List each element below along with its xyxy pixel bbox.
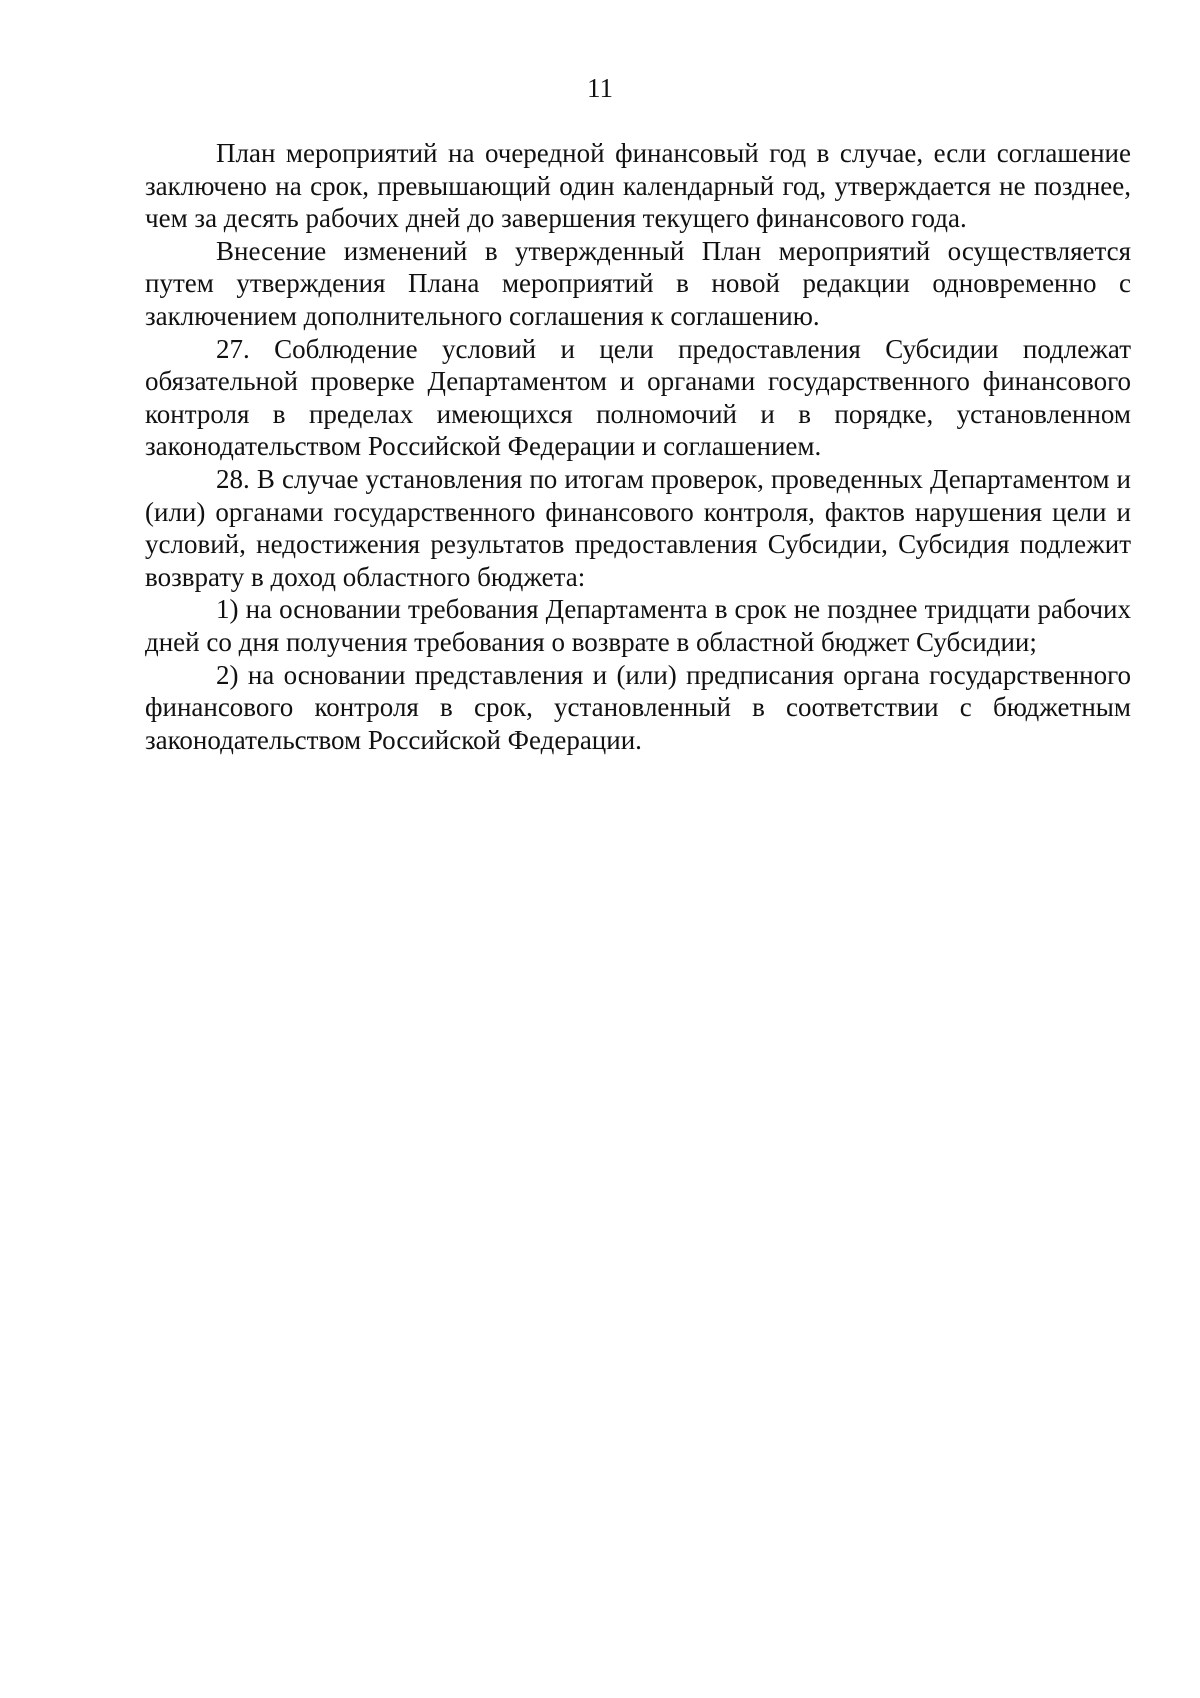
document-body [145, 137, 1131, 756]
paragraph-28-subsidy-return: 28. В случае установления по итогам проверок, проведенных Департаментом и (или) органами государственного финансового контроля, фактов нарушения цели и условий, недостижения результатов предоставления Субсидии, Субсидия подлежит возврату в доход областного бюджета: [145, 463, 1131, 592]
page-number: 11 [587, 73, 613, 103]
paragraph-28-item-1: 1) на основании требования Департамента в срок не позднее тридцати рабочих дней со дня получения требования о возврате в областной бюджет Субсидии; [145, 594, 1131, 657]
paragraph-28-item-2: 2) на основании представления и (или) предписания органа государственного финансового контроля в срок, установленный в соответствии с бюджетным законодательством Российской Федерации. [145, 659, 1131, 755]
paragraph-27-compliance-check: 27. Соблюдение условий и цели предоставления Субсидии подлежат обязательной проверке Департаментом и органами государственного финансового контроля в пределах имеющихся полномочий и в порядке, установленном законодательством Российской Федерации и соглашением. [145, 333, 1131, 462]
paragraph-plan-approval: План мероприятий на очередной финансовый год в случае, если соглашение заключено на срок, превышающий один календарный год, утверждается не позднее, чем за десять рабочих дней до завершения текущего финансового года. [145, 138, 1131, 234]
paragraph-plan-changes: Внесение изменений в утвержденный План мероприятий осуществляется путем утверждения Плана мероприятий в новой редакции одновременно с заключением дополнительного соглашения к соглашению. [145, 235, 1131, 331]
